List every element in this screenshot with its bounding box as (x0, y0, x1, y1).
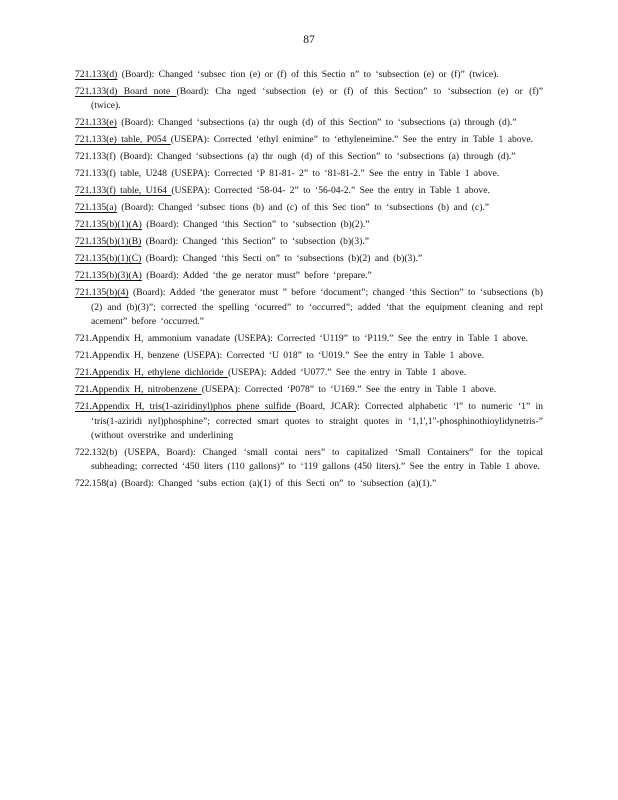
section-reference: 721.133(d) (75, 69, 118, 80)
amendment-entry (75, 218, 543, 232)
amendment-entry (75, 184, 543, 198)
section-reference: 721.133(d) Board note (75, 86, 177, 97)
amendment-entry (75, 167, 543, 181)
section-reference: 721.135(b)(1)(C) (75, 253, 142, 265)
amendment-description: (Board): Added ‘the ge nerator must” before ‘prepare.” (141, 270, 372, 282)
amendment-description: (USEPA): Corrected ‘ethyl enimine” to ‘ethyleneimine.” See the entry in Table 1 above. (170, 134, 534, 146)
amendment-entry (75, 68, 543, 82)
amendment-entry (75, 366, 543, 380)
amendment-description: (Board): Changed ‘subsec tion (e) or (f) of this Sectio n” to ‘subsection (e) or (f)” (twice). (117, 69, 499, 80)
amendment-entry (75, 150, 543, 164)
amendment-description: (USEPA): Added ‘U077.” See the entry in Table 1 above. (227, 367, 467, 379)
section-reference: 721.Appendix (75, 350, 130, 362)
amendment-description: (Board): Changed ‘subsec tions (b) and (c) of this Sec tion” to ‘subsections (b) and (c).” (116, 202, 490, 214)
amendment-entry (75, 400, 543, 443)
amendment-entry (75, 235, 543, 249)
page-number: 87 (303, 34, 315, 46)
section-reference: 721.Appendix H, ethylene dichloride (75, 367, 228, 379)
amendment-description: (USEPA): Corrected ‘58-04- 2” to ‘56-04-2.” See the entry in Table 1 above. (171, 185, 490, 197)
section-reference: 722.158(a) (75, 478, 117, 490)
amendment-entry (75, 383, 543, 397)
section-reference: 721.135(b)(1)(A) (75, 219, 142, 231)
section-reference: 721.135(b)(3)(A) (75, 270, 142, 282)
amendment-description: H, ammonium vanadate (USEPA): Corrected ‘U119” to ‘P119.” See the entry in Table 1 above. (129, 333, 529, 345)
amendment-entry (75, 477, 543, 491)
amendment-description: (USEPA): Corrected ‘P 81-81- 2” to ‘81-81-2.” See the entry in Table 1 above. (171, 168, 500, 180)
amendment-entry (75, 252, 543, 266)
amendment-description: (Board): Changed ‘this Section” to ‘subsection (b)(3).” (141, 236, 370, 248)
section-reference: 721.135(b)(1)(B) (75, 236, 142, 248)
section-reference: 721.133(f) table, U164 (75, 185, 172, 197)
amendment-description: (USEPA, Board): Changed ‘small contai ners” to capitalized ‘Small Containers” for the topical subheading; corrected ‘450 liters (110 gallons)” to ‘119 gallons (450 liters).” See the entry in Table 1 above. (91, 447, 543, 473)
amendment-entry (75, 133, 543, 147)
section-reference: 721.Appendix H, tris(1-aziridinyl)phos phene sulfide (75, 401, 297, 413)
amendment-description: (Board, JCAR): Corrected alphabetic ‘l” to numeric ‘1” in ‘tris(1-aziridi nyl)phosphine”; corrected smart quotes to straight quotes in ‘1,1',1"-phosphinothioylidynetris-” (without overstrike and underlining (91, 401, 543, 442)
amendment-entry (75, 116, 543, 130)
section-reference: 721.135(a) (75, 202, 117, 214)
amendment-entry (75, 269, 543, 283)
amendment-entry (75, 349, 543, 363)
section-reference: 721.Appendix (75, 333, 130, 345)
amendment-description: (Board): Added ‘the generator must ” before ‘document”; changed ‘this Section” to ‘subsections (b)(2) and (b)(3)”; corrected the spelling ‘ocurred” to ‘occurred”; added ‘that the equipment cleaning and repl acement” before ‘occurred.” (91, 287, 543, 328)
amendment-entry (75, 332, 543, 346)
section-reference: 721.133(f) table, U248 (75, 168, 172, 180)
section-reference: 722.132(b) (75, 447, 118, 459)
section-reference: 721.135(b)(4) (75, 287, 129, 299)
amendment-description: (Board): Changed ‘this Section” to ‘subsection (b)(2).” (141, 219, 370, 231)
amendment-entry (75, 446, 543, 475)
section-reference: 721.133(e) (75, 117, 117, 129)
amendment-description: (Board): Changed ‘subsections (a) thr ough (d) of this Section” to ‘subsections (a) through (d).” (116, 117, 517, 129)
amendment-description: (Board): Cha nged ‘subsection (e) or (f) of this Section” to ‘subsection (e) or (f)” (twice). (91, 86, 543, 112)
amendment-entry (75, 201, 543, 215)
section-reference: 721.133(f) (75, 151, 116, 163)
section-reference: 721.133(e) table, P054 (75, 134, 171, 146)
amendment-description: (Board): Changed ‘this Secti on” to ‘subsections (b)(2) and (b)(3).” (141, 253, 423, 265)
amendment-description: (Board): Changed ‘subsections (a) thr ough (d) of this Section” to ‘subsections (a) through (d).” (115, 151, 516, 163)
amendment-list (75, 68, 543, 494)
section-reference: 721.Appendix H, nitrobenzene (75, 384, 202, 396)
amendment-entry (75, 85, 543, 114)
amendment-description: (Board): Changed ‘subs ection (a)(1) of this Secti on” to ‘subsection (a)(1).” (116, 478, 437, 490)
amendment-description: H, benzene (USEPA): Corrected ‘U 018” to ‘U019.” See the entry in Table 1 above. (129, 350, 485, 362)
amendment-entry (75, 286, 543, 329)
amendment-description: (USEPA): Corrected ‘P078” to ‘U169.” See the entry in Table 1 above. (201, 384, 497, 396)
